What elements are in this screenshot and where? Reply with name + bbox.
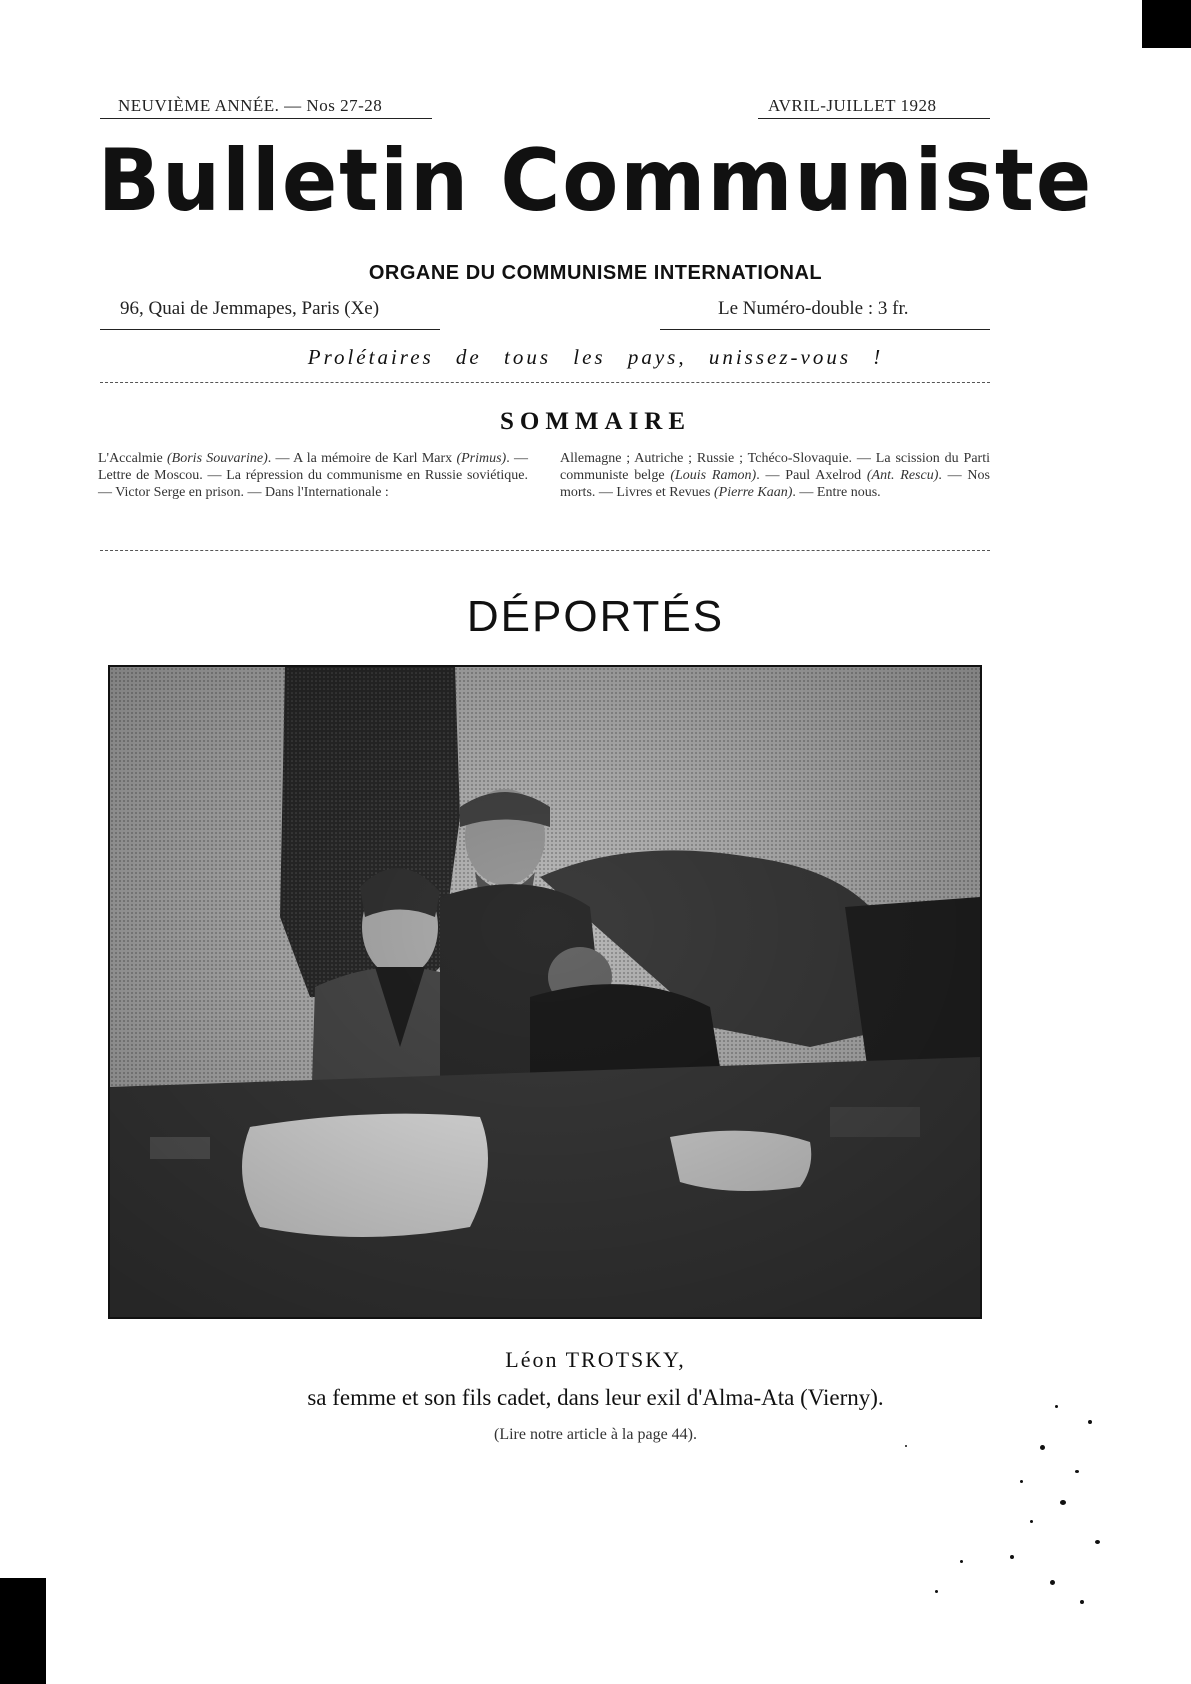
ink-speck [1080, 1600, 1084, 1604]
address: 96, Quai de Jemmapes, Paris (Xe) [120, 298, 380, 319]
masthead-title: Bulletin Communiste [97, 131, 1094, 231]
price: Le Numéro-double : 3 fr. [718, 298, 909, 319]
sommaire-author: (Louis Ramon) [670, 468, 757, 483]
sommaire-entry: . — Paul Axelrod [756, 468, 867, 483]
article-headline: DÉPORTÉS [466, 592, 725, 641]
ink-speck [1055, 1405, 1058, 1408]
top-rule-left [100, 118, 432, 119]
ink-speck [1088, 1420, 1092, 1424]
scan-edge-mark-bottom-left [0, 1578, 46, 1684]
photo-halftone-image [110, 667, 980, 1317]
sommaire-entry: Allemagne ; Autriche ; Russie ; Tchéco-Slovaquie. — La scission du Parti communiste belge [560, 451, 990, 483]
ink-speck [1050, 1580, 1055, 1585]
ink-speck [1020, 1480, 1023, 1483]
caption-description: sa femme et son fils cadet, dans leur exil d'Alma-Ata (Vierny). [307, 1385, 884, 1410]
motto-rule [100, 382, 990, 383]
sommaire-author: (Ant. Rescu) [866, 468, 939, 483]
address-rule-right [660, 329, 990, 330]
caption-name: Léon TROTSKY, [505, 1347, 686, 1372]
ink-speck [935, 1590, 938, 1593]
ink-speck [960, 1560, 963, 1563]
sommaire-title: SOMMAIRE [499, 408, 692, 435]
top-rule-right [758, 118, 990, 119]
ink-speck [1095, 1540, 1100, 1544]
ink-speck [1030, 1520, 1033, 1523]
sommaire-entry: L'Accalmie [98, 451, 168, 466]
sommaire-entry: . — A la mémoire de Karl Marx [267, 451, 457, 466]
sommaire-column-2 [560, 450, 990, 501]
ink-speck [1060, 1500, 1066, 1505]
ink-speck [905, 1445, 907, 1447]
caption-page-reference: (Lire notre article à la page 44). [494, 1426, 697, 1443]
masthead-subtitle: ORGANE DU COMMUNISME INTERNATIONAL [368, 262, 823, 284]
trotsky-family-photo [108, 665, 982, 1319]
issue-number: NEUVIÈME ANNÉE. — Nos 27-28 [118, 96, 383, 115]
sommaire-rule [100, 550, 990, 551]
ink-speck [1010, 1555, 1014, 1559]
ink-speck [1075, 1470, 1079, 1473]
issue-date: AVRIL-JUILLET 1928 [768, 96, 937, 115]
sommaire-column-1 [98, 450, 528, 501]
sommaire-author: (Boris Souvarine) [167, 451, 268, 466]
scan-edge-mark-top-right [1142, 0, 1191, 48]
sommaire-entry: . — Entre nous. [792, 485, 881, 500]
sommaire-entry: . — Nos morts. — Livres et Revues [560, 468, 990, 500]
sommaire-entry: . — Lettre de Moscou. — La répression du communisme en Russie soviétique. — Victor Serge en prison. — Dans l'Internationale : [98, 451, 529, 500]
sommaire-author: (Pierre Kaan) [713, 485, 793, 500]
ink-speck [1040, 1445, 1045, 1450]
sommaire-author: (Primus) [456, 451, 507, 466]
motto: Prolétaires de tous les pays, unissez-vous ! [307, 345, 884, 369]
address-rule-left [100, 329, 440, 330]
